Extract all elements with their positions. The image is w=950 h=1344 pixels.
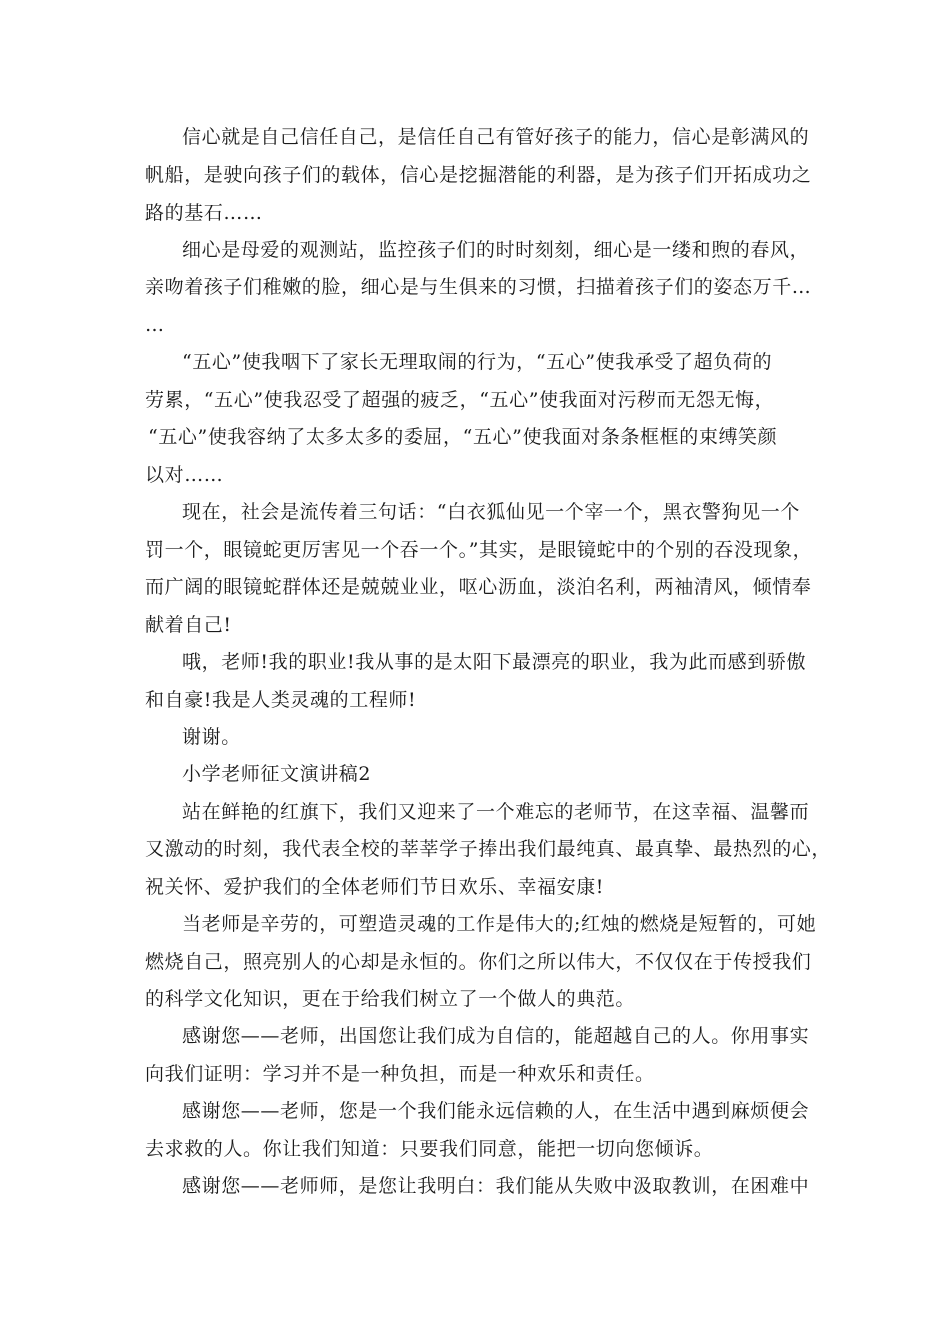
text-line: 去求救的人。你让我们知道：只要我们同意，能把一切向您倾诉。 — [145, 1138, 714, 1160]
text-line: 现在，社会是流传着三句话：“白衣狐仙见一个宰一个，黑衣警狗见一个 — [182, 501, 800, 523]
text-line: 感谢您——老师师，是您让我明白：我们能从失败中汲取教训，在困难中 — [182, 1175, 810, 1197]
text-line: 信心就是自己信任自己，是信任自己有管好孩子的能力，信心是彰满风的 — [182, 126, 810, 148]
text-line: … — [145, 314, 165, 336]
text-line: 祝关怀、爱护我们的全体老师们节日欢乐、幸福安康! — [145, 876, 605, 898]
text-line: 亲吻着孩子们稚嫩的脸，细心是与生俱来的习惯，扫描着孩子们的姿态万千… — [145, 276, 812, 298]
text-line: 向我们证明：学习并不是一种负担，而是一种欢乐和责任。 — [145, 1063, 655, 1085]
text-line: 路的基石…… — [145, 202, 263, 224]
text-line: 当老师是辛劳的，可塑造灵魂的工作是伟大的;红烛的燃烧是短暂的，可她 — [182, 913, 817, 935]
text-line: 燃烧自己，照亮别人的心却是永恒的。你们之所以伟大，不仅仅在于传授我们 — [145, 951, 812, 973]
text-line: 的科学文化知识，更在于给我们树立了一个做人的典范。 — [145, 988, 636, 1010]
text-line: “五心”使我咽下了家长无理取闹的行为，“五心”使我承受了超负荷的 — [182, 351, 773, 373]
text-line: 哦，老师!我的职业!我从事的是太阳下最漂亮的职业，我为此而感到骄傲 — [182, 651, 807, 673]
text-line: 站在鲜艳的红旗下，我们又迎来了一个难忘的老师节，在这幸福、温馨而 — [182, 801, 810, 823]
text-line: 帆船，是驶向孩子们的载体，信心是挖掘潜能的利器，是为孩子们开拓成功之 — [145, 164, 812, 186]
text-line: 细心是母爱的观测站，监控孩子们的时时刻刻，细心是一缕和煦的春风， — [182, 239, 810, 261]
text-line: 而广阔的眼镜蛇群体还是兢兢业业，呕心沥血，淡泊名利，两袖清风，倾情奉 — [145, 576, 812, 598]
section-heading: 小学老师征文演讲稿2 — [182, 763, 372, 785]
text-line: “五心”使我容纳了太多太多的委屈，“五心”使我面对条条框框的束缚笑颜 — [148, 426, 778, 448]
text-line: 罚一个，眼镜蛇更厉害见一个吞一个。”其实，是眼镜蛇中的个别的吞没现象， — [145, 539, 813, 561]
text-line: 献着自己! — [145, 614, 232, 636]
text-line: 谢谢。 — [182, 726, 241, 748]
text-line: 以对…… — [145, 464, 224, 486]
text-line: 又激动的时刻，我代表全校的莘莘学子捧出我们最纯真、最真挚、最热烈的心， — [145, 838, 832, 860]
text-line: 和自豪!我是人类灵魂的工程师! — [145, 689, 417, 711]
text-line: 感谢您——老师，您是一个我们能永远信赖的人，在生活中遇到麻烦便会 — [182, 1100, 810, 1122]
text-line: 感谢您——老师，出国您让我们成为自信的，能超越自己的人。你用事实 — [182, 1025, 810, 1047]
text-line: 劳累，“五心”使我忍受了超强的疲乏，“五心”使我面对污秽而无怨无悔， — [145, 389, 775, 411]
